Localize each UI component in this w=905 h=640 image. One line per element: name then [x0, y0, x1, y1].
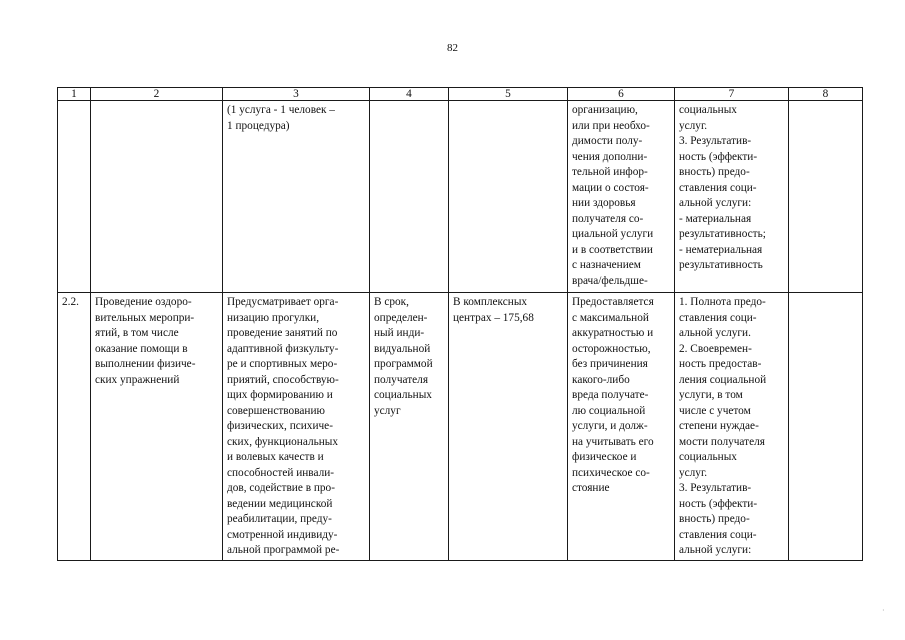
- header-cell-col3: 3: [223, 88, 370, 101]
- table-header-row: [58, 88, 863, 101]
- row2-conditions-cell: Предоставляется с максимальной аккуратностью и осторожностью, без причинения какого-либо вреда получате- лю социальной услуги, и долж- на учитывать его физическое и психическое со- стояние: [568, 293, 675, 561]
- services-table: [57, 87, 863, 561]
- row2-term-cell: В срок, определен- ный инди- видуальной программой получателя социальных услуг: [370, 293, 449, 561]
- header-cell-col5: 5: [449, 88, 568, 101]
- row1-tariff-cell: [449, 101, 568, 293]
- row2-notes-cell: [789, 293, 863, 561]
- header-cell-col8: 8: [789, 88, 863, 101]
- header-cell-col2: 2: [91, 88, 223, 101]
- header-cell-col1: 1: [58, 88, 91, 101]
- header-cell-col7: 7: [675, 88, 789, 101]
- row2-description-cell: Предусматривает орга- низацию прогулки, проведение занятий по адаптивной физкульту- ре и спортивных меро- приятий, способствую- щих формированию и совершенствованию физических, психиче- ских, функциональных и волевых качеств и способностей инвали- дов, содействие в про- ведении медицинской реабилитации, преду- смотренной индивиду- альной программой ре-: [223, 293, 370, 561]
- row1-indicators-cell: социальных услуг. 3. Результатив- ность (эффекти- вность) предо- ставления соци- альной услуги: - материальная результативность; - нематериальная результативность: [675, 101, 789, 293]
- row1-term-cell: [370, 101, 449, 293]
- row2-service-name-cell: Проведение оздоро- вительных меропри- ятий, в том числе оказание помощи в выполнении физиче- ских упражнений: [91, 293, 223, 561]
- scan-speck: ·: [882, 606, 885, 615]
- row1-number-cell: [58, 101, 91, 293]
- row1-description-cell: (1 услуга - 1 человек – 1 процедура): [223, 101, 370, 293]
- row2-tariff-cell: В комплексных центрах – 175,68: [449, 293, 568, 561]
- header-cell-col4: 4: [370, 88, 449, 101]
- row1-notes-cell: [789, 101, 863, 293]
- row1-service-name-cell: [91, 101, 223, 293]
- table-row-continuation: [58, 101, 863, 293]
- page-number: 82: [447, 42, 458, 54]
- table-row-2-2: [58, 293, 863, 561]
- row2-number-cell: 2.2.: [58, 293, 91, 561]
- header-cell-col6: 6: [568, 88, 675, 101]
- row2-indicators-cell: 1. Полнота предо- ставления соци- альной услуги. 2. Своевремен- ность предостав- ления социальной услуги, в том числе с учетом степени нуждае- мости получателя социальных услуг. 3. Результатив- ность (эффекти- вность) предо- ставления соци- альной услуги:: [675, 293, 789, 561]
- row1-conditions-cell: организацию, или при необхо- димости полу- чения дополни- тельной инфор- мации о состоя- нии здоровья получателя со- циальной услуги и в соответствии с назначением врача/фельдше-: [568, 101, 675, 293]
